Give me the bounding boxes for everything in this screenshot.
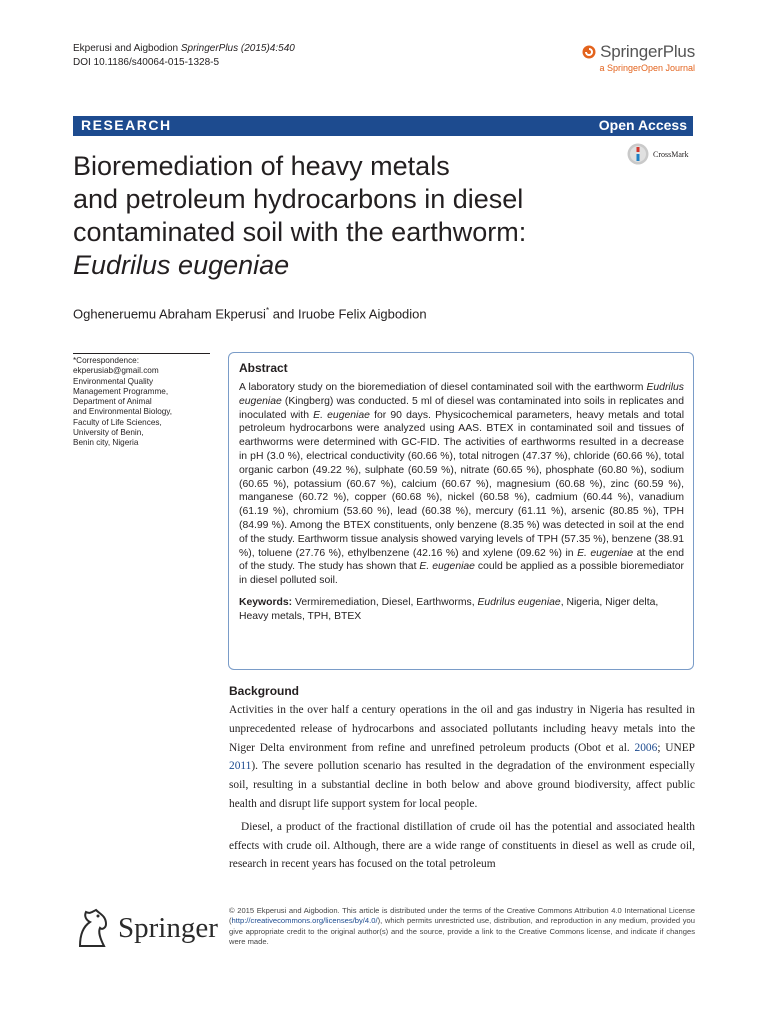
article-title <box>73 150 613 282</box>
correspondence-line: *Correspondence: <box>73 356 139 365</box>
doi: DOI 10.1186/s40064-015-1328-5 <box>73 57 220 68</box>
citation-header <box>73 42 295 70</box>
title-line-2: and petroleum hydrocarbons in diesel <box>73 184 524 214</box>
license-text <box>229 906 695 948</box>
license-segment: ), which permits unrestricted use, distribution, and reproduction in any medium, provided you give appropriate credit to the original author(s) and the source, provide a link to the Creative Commons license, and indicate if changes were made. <box>229 916 695 947</box>
correspondence-block <box>73 356 213 449</box>
keywords-segment: Vermiremediation, Diesel, Earthworms, <box>292 596 478 608</box>
correspondence-line: Faculty of Life Sciences, <box>73 417 162 427</box>
abstract-species: E. eugeniae <box>577 547 634 559</box>
background-body <box>229 701 695 874</box>
citation-authors: Ekperusi and Aigbodion <box>73 43 181 54</box>
corresponding-mark: * <box>265 306 270 315</box>
open-access-label: Open Access <box>598 117 687 133</box>
license-link[interactable]: http://creativecommons.org/licenses/by/4.0/ <box>231 916 378 926</box>
springer-footer-logo <box>72 906 218 950</box>
correspondence-line: and Environmental Biology, <box>73 407 173 417</box>
crossmark-badge[interactable] <box>627 143 689 165</box>
background-heading: Background <box>229 684 300 698</box>
background-paragraph-2: Diesel, a product of the fractional distillation of crude oil has the potential and associated health effects with crude oil. Although, there are a wide range of constituents in diesel as well as crude oil, research in recent years has focused on the total petroleum <box>229 820 695 871</box>
article-type-bar <box>73 116 693 136</box>
correspondence-line: Management Programme, <box>73 386 169 396</box>
abstract-species: Eudrilus eugeniae <box>239 382 684 407</box>
abstract-box <box>228 352 694 670</box>
citation-link[interactable]: 2011 <box>229 760 252 773</box>
abstract-segment: A laboratory study on the bioremediation of diesel contaminated soil with the earthworm <box>239 382 647 393</box>
keywords <box>239 596 684 624</box>
abstract-text <box>239 381 684 588</box>
logo-subtitle: a SpringerOpen Journal <box>599 63 695 73</box>
article-type: RESEARCH <box>81 117 172 133</box>
logo-name: SpringerPlus <box>600 42 695 61</box>
abstract-segment: (Kingberg) was conducted. 5 ml of diesel was contaminated into soils in replicates and inoculated with <box>239 395 684 421</box>
correspondence-email[interactable]: ekperusiab@gmail.com <box>73 366 159 376</box>
paragraph-segment: ). The severe pollution scenario has resulted in the degradation of the environment especially soil, resulting in a substantial decline in both below and above ground biodiversity, affect public health and disrupt life support system for local people. <box>229 760 695 810</box>
springer-horse-icon <box>72 906 112 950</box>
keywords-species: Eudrilus eugeniae <box>477 596 561 608</box>
correspondence-divider <box>73 353 210 354</box>
citation-journal: SpringerPlus (2015)4:540 <box>180 43 295 54</box>
author-1: Ogheneruemu Abraham Ekperusi <box>73 306 266 322</box>
abstract-species: E. eugeniae <box>419 561 475 573</box>
paragraph-segment: Activities in the over half a century operations in the oil and gas industry in Nigeria has resulted in unprecedented release of hydrocarbons and associated pollutants including heavy metals into the Niger Delta environment from refine and unrefined petroleum products (Obot et al. <box>229 704 695 754</box>
correspondence-line: Benin city, Nigeria <box>73 438 139 448</box>
license-segment: © 2015 Ekperusi and Aigbodion. This article is distributed under the terms of the Creative Commons Attribution 4.0 International License ( <box>229 906 695 926</box>
title-line-3: contaminated soil with the earthworm: <box>73 217 527 247</box>
citation-link[interactable]: 2006 <box>634 741 658 754</box>
crossmark-label: CrossMark <box>653 149 689 159</box>
keywords-label: Keywords: <box>239 596 293 608</box>
abstract-species: E. eugeniae <box>313 409 370 421</box>
correspondence-line: Department of Animal <box>73 397 152 407</box>
background-paragraph-1 <box>229 701 695 814</box>
title-line-4: Eudrilus eugeniae <box>73 250 290 280</box>
crossmark-icon <box>627 143 649 165</box>
abstract-segment: for 90 days. Physicochemical parameters, heavy metals and total petroleum hydrocarbons were analyzed using AAS. BTEX in contaminated soil and tissues of earthworms were determined with GC-FID. The activities of earthworms resulted in a decrease in pH (3.0 %), electrical conductivity (60.66 %), total nitrogen (47.37 %), chloride (60.66 %), total organic carbon (49.22 %), sulphate (60.59 %), nitrate (60.65 %), phosphate (60.80 %), sodium (60.65 %), potassium (60.67 %), calcium (60.67 %), magnesium (60.68 %), zinc (60.59 %), manganese (60.72 %), copper (60.68 %), nickel (60.58 %), cadmium (60.44 %), vanadium (61.19 %), chromium (53.60 %), lead (60.38 %), mercury (61.11 %), arsenic (80.85 %), TPH (84.99 %). Among the BTEX constituents, only benzene (8.35 %) was detected in soil at the end of the study. Earthworm tissue analysis showed varying levels of TPH (57.35 %), benzene (38.91 %), toluene (27.76 %), ethylbenzene (42.16 %) and xylene (09.62 %) in <box>239 409 684 559</box>
keywords-segment: , Nigeria, Niger delta, Heavy metals, TPH, BTEX <box>239 596 659 622</box>
correspondence-line: Environmental Quality <box>73 376 154 386</box>
author-2: and Iruobe Felix Aigbodion <box>269 306 427 322</box>
author-list <box>73 306 427 321</box>
abstract-segment: could be applied as a possible bioremediator in diesel polluted soil. <box>239 561 685 587</box>
springer-wordmark: Springer <box>118 911 218 944</box>
springer-mark-icon <box>582 45 596 59</box>
abstract-segment: at the end of the study. The study has shown that <box>239 547 685 573</box>
title-line-1: Bioremediation of heavy metals <box>73 151 450 181</box>
correspondence-line: University of Benin, <box>73 428 144 438</box>
paragraph-segment: ; UNEP <box>657 741 695 754</box>
springerplus-logo <box>555 42 695 78</box>
abstract-heading: Abstract <box>239 361 288 375</box>
